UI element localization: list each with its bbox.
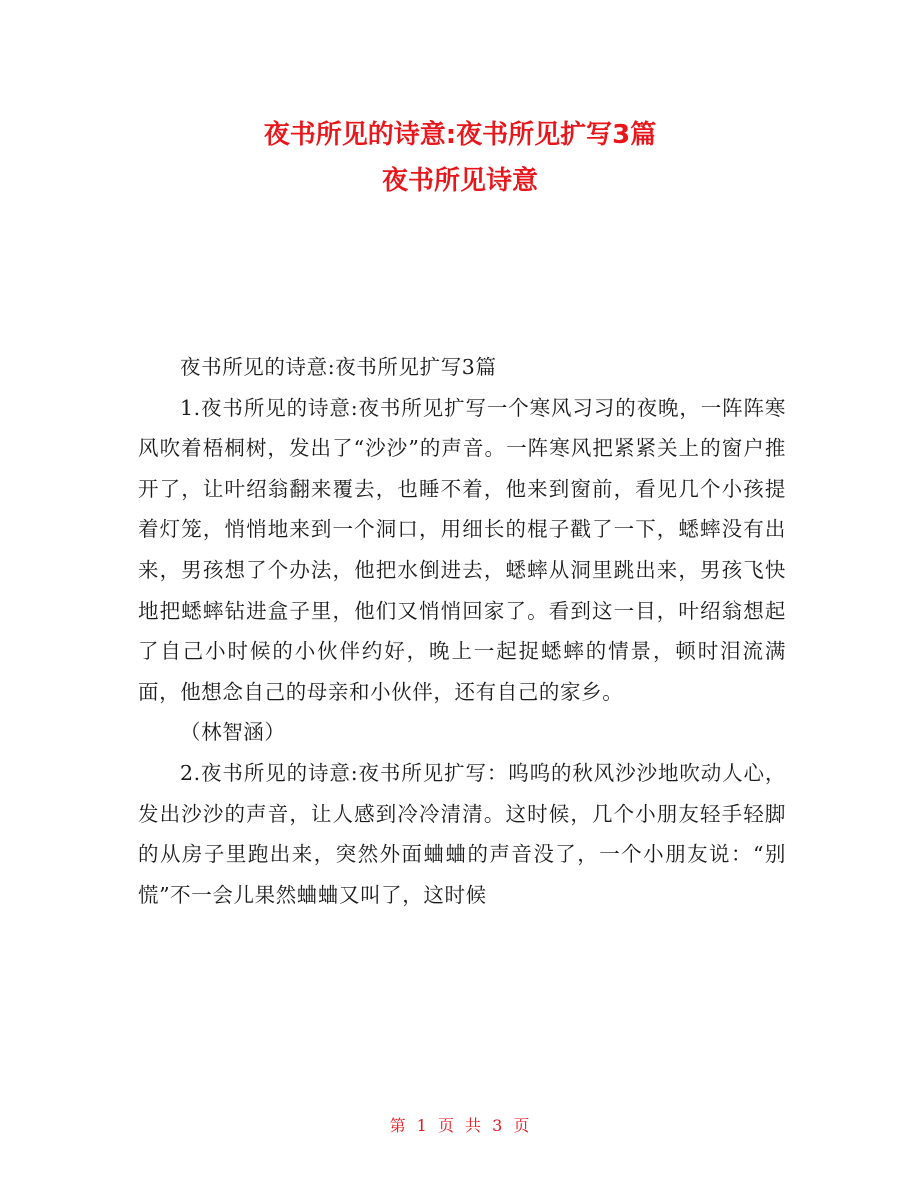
document-title	[0, 112, 920, 204]
paragraph-heading: 夜书所见的诗意:夜书所见扩写3篇	[180, 355, 497, 379]
title-line-1: 夜书所见的诗意:夜书所见扩写3篇	[263, 120, 657, 150]
title-line-2: 夜书所见诗意	[381, 166, 538, 196]
page-footer: 第 1 页 共 3 页	[389, 1116, 531, 1135]
paragraph-essay-1: 1.夜书所见的诗意:夜书所见扩写一个寒风习习的夜晚，一阵阵寒风吹着梧桐树，发出了“沙沙”的声音。一阵寒风把紧紧关上的窗户推开了，让叶绍翁翻来覆去，也睡不着，他来到窗前，看见几个小孩提着灯笼，悄悄地来到一个洞口，用细长的棍子戳了一下，蟋蟀没有出来，男孩想了个办法，他把水倒进去，蟋蟀从洞里跳出来，男孩飞快地把蟋蟀钻进盒子里，他们又悄悄回家了。看到这一目，叶绍翁想起了自己小时候的小伙伴约好，晚上一起捉蟋蟀的情景，顿时泪流满面，他想念自己的母亲和小伙伴，还有自己的家乡。	[138, 395, 786, 704]
paragraph-essay-2: 2.夜书所见的诗意:夜书所见扩写：呜呜的秋风沙沙地吹动人心，发出沙沙的声音，让人感到冷冷清清。这时候，几个小朋友轻手轻脚的从房子里跑出来，突然外面蛐蛐的声音没了，一个小朋友说：“别慌”不一会儿果然蛐蛐又叫了，这时候	[138, 760, 786, 907]
document-body	[138, 347, 786, 915]
author-signature: （林智涵）	[180, 720, 286, 745]
